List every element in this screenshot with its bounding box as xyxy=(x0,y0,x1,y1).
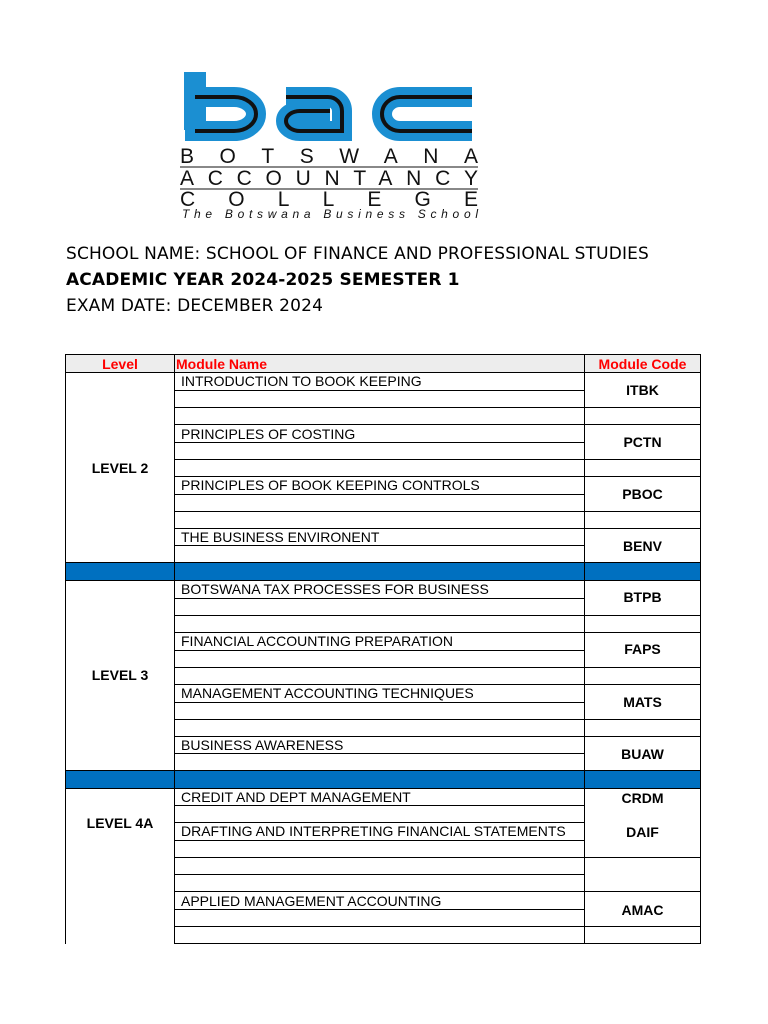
module-code: PBOC xyxy=(622,486,663,502)
module-code: AMAC xyxy=(621,902,664,918)
module-name: APPLIED MANAGEMENT ACCOUNTING xyxy=(181,893,442,909)
academic-year: ACADEMIC YEAR 2024-2025 SEMESTER 1 xyxy=(66,270,460,290)
module-code: BENV xyxy=(623,538,662,554)
level-label: LEVEL 2 xyxy=(91,460,149,476)
logo-tagline: The Botswana Business School xyxy=(182,207,478,220)
module-name: CREDIT AND DEPT MANAGEMENT xyxy=(181,789,411,805)
logo-line3: COLLEGE xyxy=(180,188,478,211)
module-name: MANAGEMENT ACCOUNTING TECHNIQUES xyxy=(181,685,474,701)
module-name: PRINCIPLES OF BOOK KEEPING CONTROLS xyxy=(181,477,480,493)
logo-line2: ACCOUNTANCY xyxy=(180,167,478,190)
module-code: FAPS xyxy=(624,641,661,657)
level-label: LEVEL 3 xyxy=(91,667,149,683)
col-header-level: Level xyxy=(102,356,138,372)
module-name: INTRODUCTION TO BOOK KEEPING xyxy=(181,373,422,389)
module-name: THE BUSINESS ENVIRONENT xyxy=(181,529,380,545)
level-separator-band xyxy=(66,771,700,788)
level-separator-band xyxy=(66,563,700,580)
school-name: SCHOOL NAME: SCHOOL OF FINANCE AND PROFESSIONAL STUDIES xyxy=(66,244,649,264)
level-label: LEVEL 4A xyxy=(86,815,154,831)
col-header-module-name: Module Name xyxy=(176,356,268,372)
module-code: ITBK xyxy=(626,382,659,398)
module-name: FINANCIAL ACCOUNTING PREPARATION xyxy=(181,633,453,649)
module-code: PCTN xyxy=(623,434,662,450)
module-name: BUSINESS AWARENESS xyxy=(181,737,344,753)
module-code: CRDM xyxy=(621,790,664,806)
col-header-module-code: Module Code xyxy=(598,356,687,372)
module-name: PRINCIPLES OF COSTING xyxy=(181,426,356,442)
module-name: DRAFTING AND INTERPRETING FINANCIAL STATEMENTS xyxy=(181,823,566,839)
module-code: BUAW xyxy=(621,746,664,762)
exam-date: EXAM DATE: DECEMBER 2024 xyxy=(66,296,324,316)
module-code: DAIF xyxy=(626,824,659,840)
logo-line1: BOTSWANA xyxy=(180,145,478,168)
module-name: BOTSWANA TAX PROCESSES FOR BUSINESS xyxy=(181,581,489,597)
module-code: MATS xyxy=(623,694,662,710)
module-code: BTPB xyxy=(623,589,662,605)
